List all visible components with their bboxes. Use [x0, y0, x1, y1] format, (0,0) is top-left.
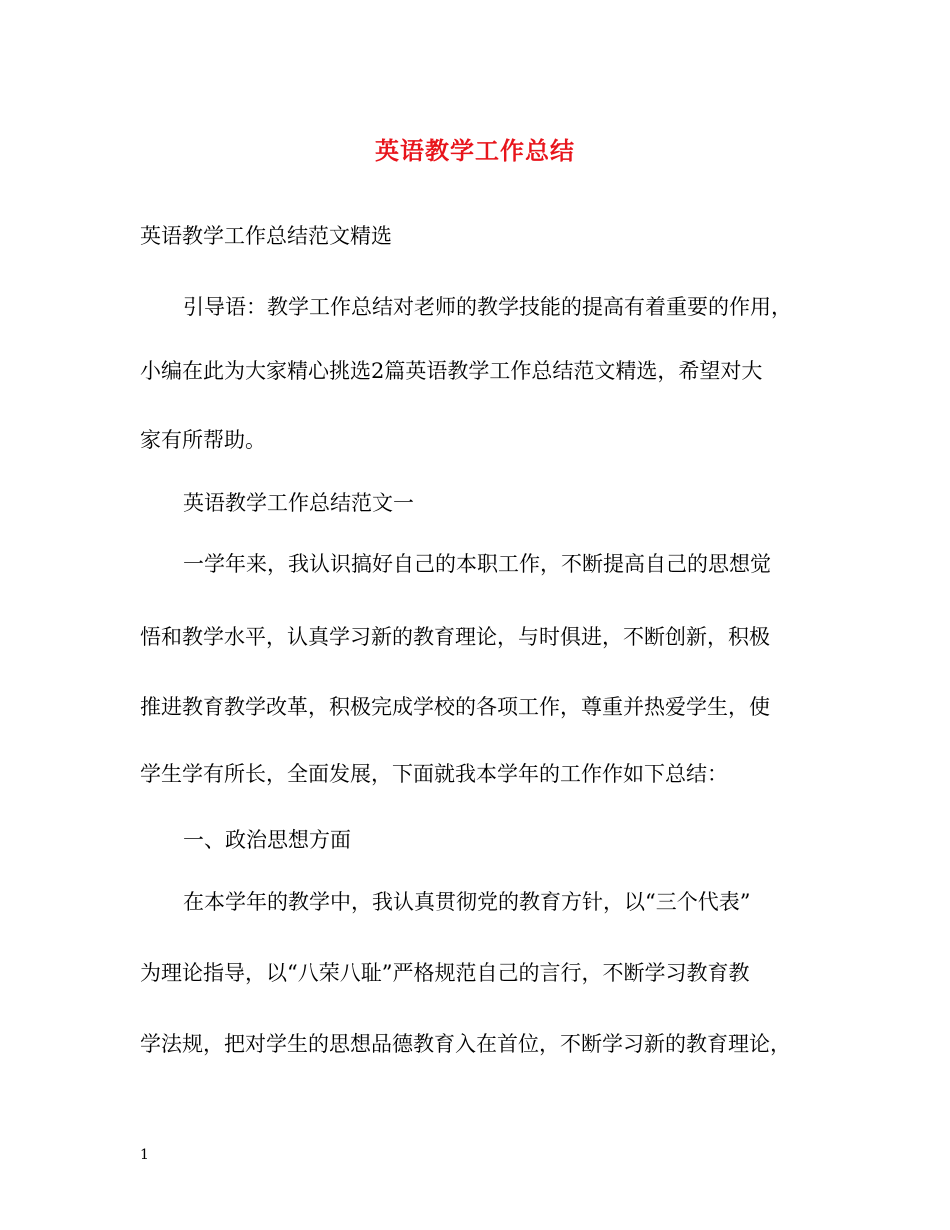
paragraph-line: 学法规，把对学生的思想品德教育入在首位，不断学习新的教育理论， [140, 1032, 791, 1056]
document-title: 英语教学工作总结 [375, 136, 575, 165]
page-number: 1 [140, 1147, 149, 1163]
paragraph-line: 为理论指导，以“八荣八耻”严格规范自己的言行，不断学习教育教 [140, 961, 750, 985]
subtitle-line: 英语教学工作总结范文精选 [140, 224, 392, 248]
paragraph-line: 小编在此为大家精心挑选2篇英语教学工作总结范文精选，希望对大 [140, 359, 763, 383]
paragraph-line: 学生学有所长，全面发展，下面就我本学年的工作作如下总结： [140, 762, 728, 786]
paragraph-line: 在本学年的教学中，我认真贯彻党的教育方针，以“三个代表” [183, 890, 751, 914]
paragraph-line: 引导语：教学工作总结对老师的教学技能的提高有着重要的作用， [183, 295, 792, 319]
paragraph-line: 家有所帮助。 [140, 428, 266, 452]
paragraph-line: 推进教育教学改革，积极完成学校的各项工作，尊重并热爱学生，使 [140, 695, 770, 719]
paragraph-line: 悟和教学水平，认真学习新的教育理论，与时俱进，不断创新，积极 [140, 625, 770, 649]
section-heading: 一、政治思想方面 [183, 828, 351, 852]
section-heading: 英语教学工作总结范文一 [183, 491, 414, 515]
paragraph-line: 一学年来，我认识搞好自己的本职工作，不断提高自己的思想觉 [183, 552, 771, 576]
